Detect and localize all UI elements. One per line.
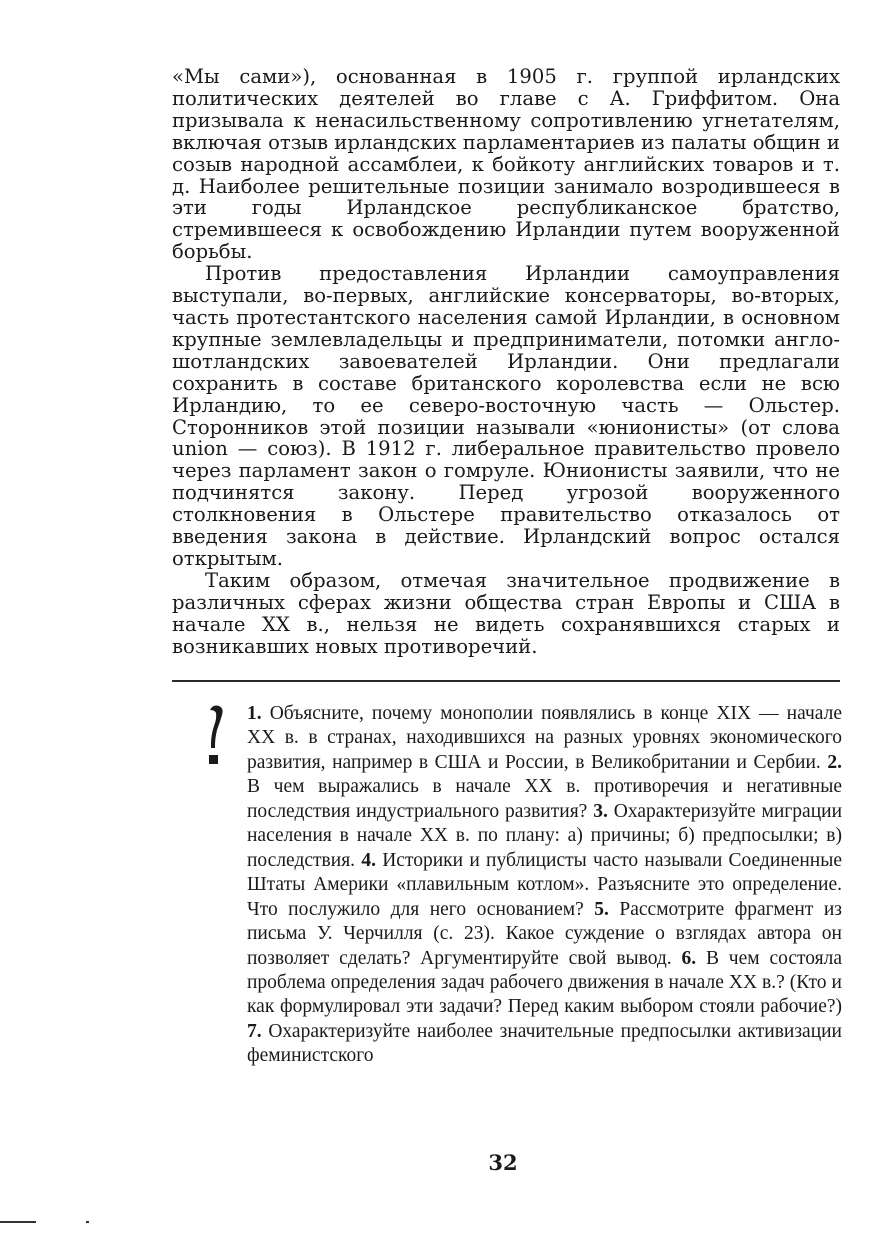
question-2-text: В чем выражались в начале XX в. противоречия и негативные последствия индустриального развития? xyxy=(247,776,842,822)
paragraph-3: Таким образом, отмечая значительное продвижение в различных сферах жизни общества стран Европы и США в начале XX в., нельзя не видеть сохранявшихся старых и возникавших новых противоречий. xyxy=(172,568,840,658)
question-4-text: Историки и публицисты часто называли Соединенные Штаты Америки «плавильным котлом». Разъясните это определение. Что послужило для него основанием? xyxy=(247,849,843,920)
question-6-text: В чем состояла проблема определения задач рабочего движения в начале XX в.? (Кто и как формулировал эти задачи? Перед каким выбором стояли рабочие?) xyxy=(247,947,842,1018)
question-5-text: Рассмотрите фрагмент из письма У. Черчилля (с. 23). Какое суждение о взглядах автора он позволяет сделать? Аргументируйте свой вывод. xyxy=(247,898,842,969)
question-7-text: Охарактеризуйте наиболее значительные предпосылки активизации феминистского xyxy=(247,1020,842,1067)
question-7-number: 7. xyxy=(247,1020,262,1042)
question-1-number: 1. xyxy=(247,703,262,724)
paragraph-1: «Мы сами»), основанная в 1905 г. группой ирландских политических деятелей во главе с А. Гриффитом. Она призывала к ненасильственному сопротивлению угнетателям, включая отзыв ирландских парламентариев из палаты общин и созыв народной ассамблеи, к бойкоту английских товаров и т. д. Наиболее решительные позиции занимало возродившееся в эти годы Ирландское республиканское братство, стремившееся к освобождению Ирландии путем вооруженной борьбы. xyxy=(172,65,840,264)
section-divider xyxy=(172,680,840,682)
margin-mark xyxy=(0,1221,36,1223)
paragraph-2: Против предоставления Ирландии самоуправления выступали, во-первых, английские консерваторы, во-вторых, часть протестантского населения самой Ирландии, в основном крупные землевладельцы и предприниматели, потомки англо-шотландских завоевателей Ирландии. Они предлагали сохранить в составе британского королевства если не всю Ирландию, то ее северо-восточную часть — Ольстер. Сторонников этой позиции называли «юнионисты» (от слова union — союз). В 1912 г. либеральное правительство провело через парламент закон о гомруле. Юнионисты заявили, что не подчинятся закону. Перед угрозой вооруженного столкновения в Ольстере правительство отказалось от введения закона в действие. Ирландский вопрос остался открытым. xyxy=(172,262,840,570)
question-5-number: 5. xyxy=(594,898,609,920)
review-questions xyxy=(247,702,842,1069)
question-2-number: 2. xyxy=(827,751,842,773)
margin-dot xyxy=(86,1221,89,1223)
questions-text xyxy=(247,702,842,1069)
question-4-number: 4. xyxy=(361,849,376,871)
question-1-text: Объясните, почему монополии появлялись в конце XIX — начале XX в. в странах, находившихся на разных уровнях экономического развития, например в США и России, в Великобритании и Сербии. xyxy=(247,703,842,773)
question-mark-icon xyxy=(200,700,240,780)
question-3-number: 3. xyxy=(593,800,608,822)
main-text xyxy=(172,66,840,657)
question-3-text: Охарактеризуйте миграции населения в начале XX в. по плану: а) причины; б) предпосылки; в) последствия. xyxy=(247,800,843,871)
page-number: 32 xyxy=(488,1150,518,1175)
question-6-number: 6. xyxy=(681,947,697,969)
